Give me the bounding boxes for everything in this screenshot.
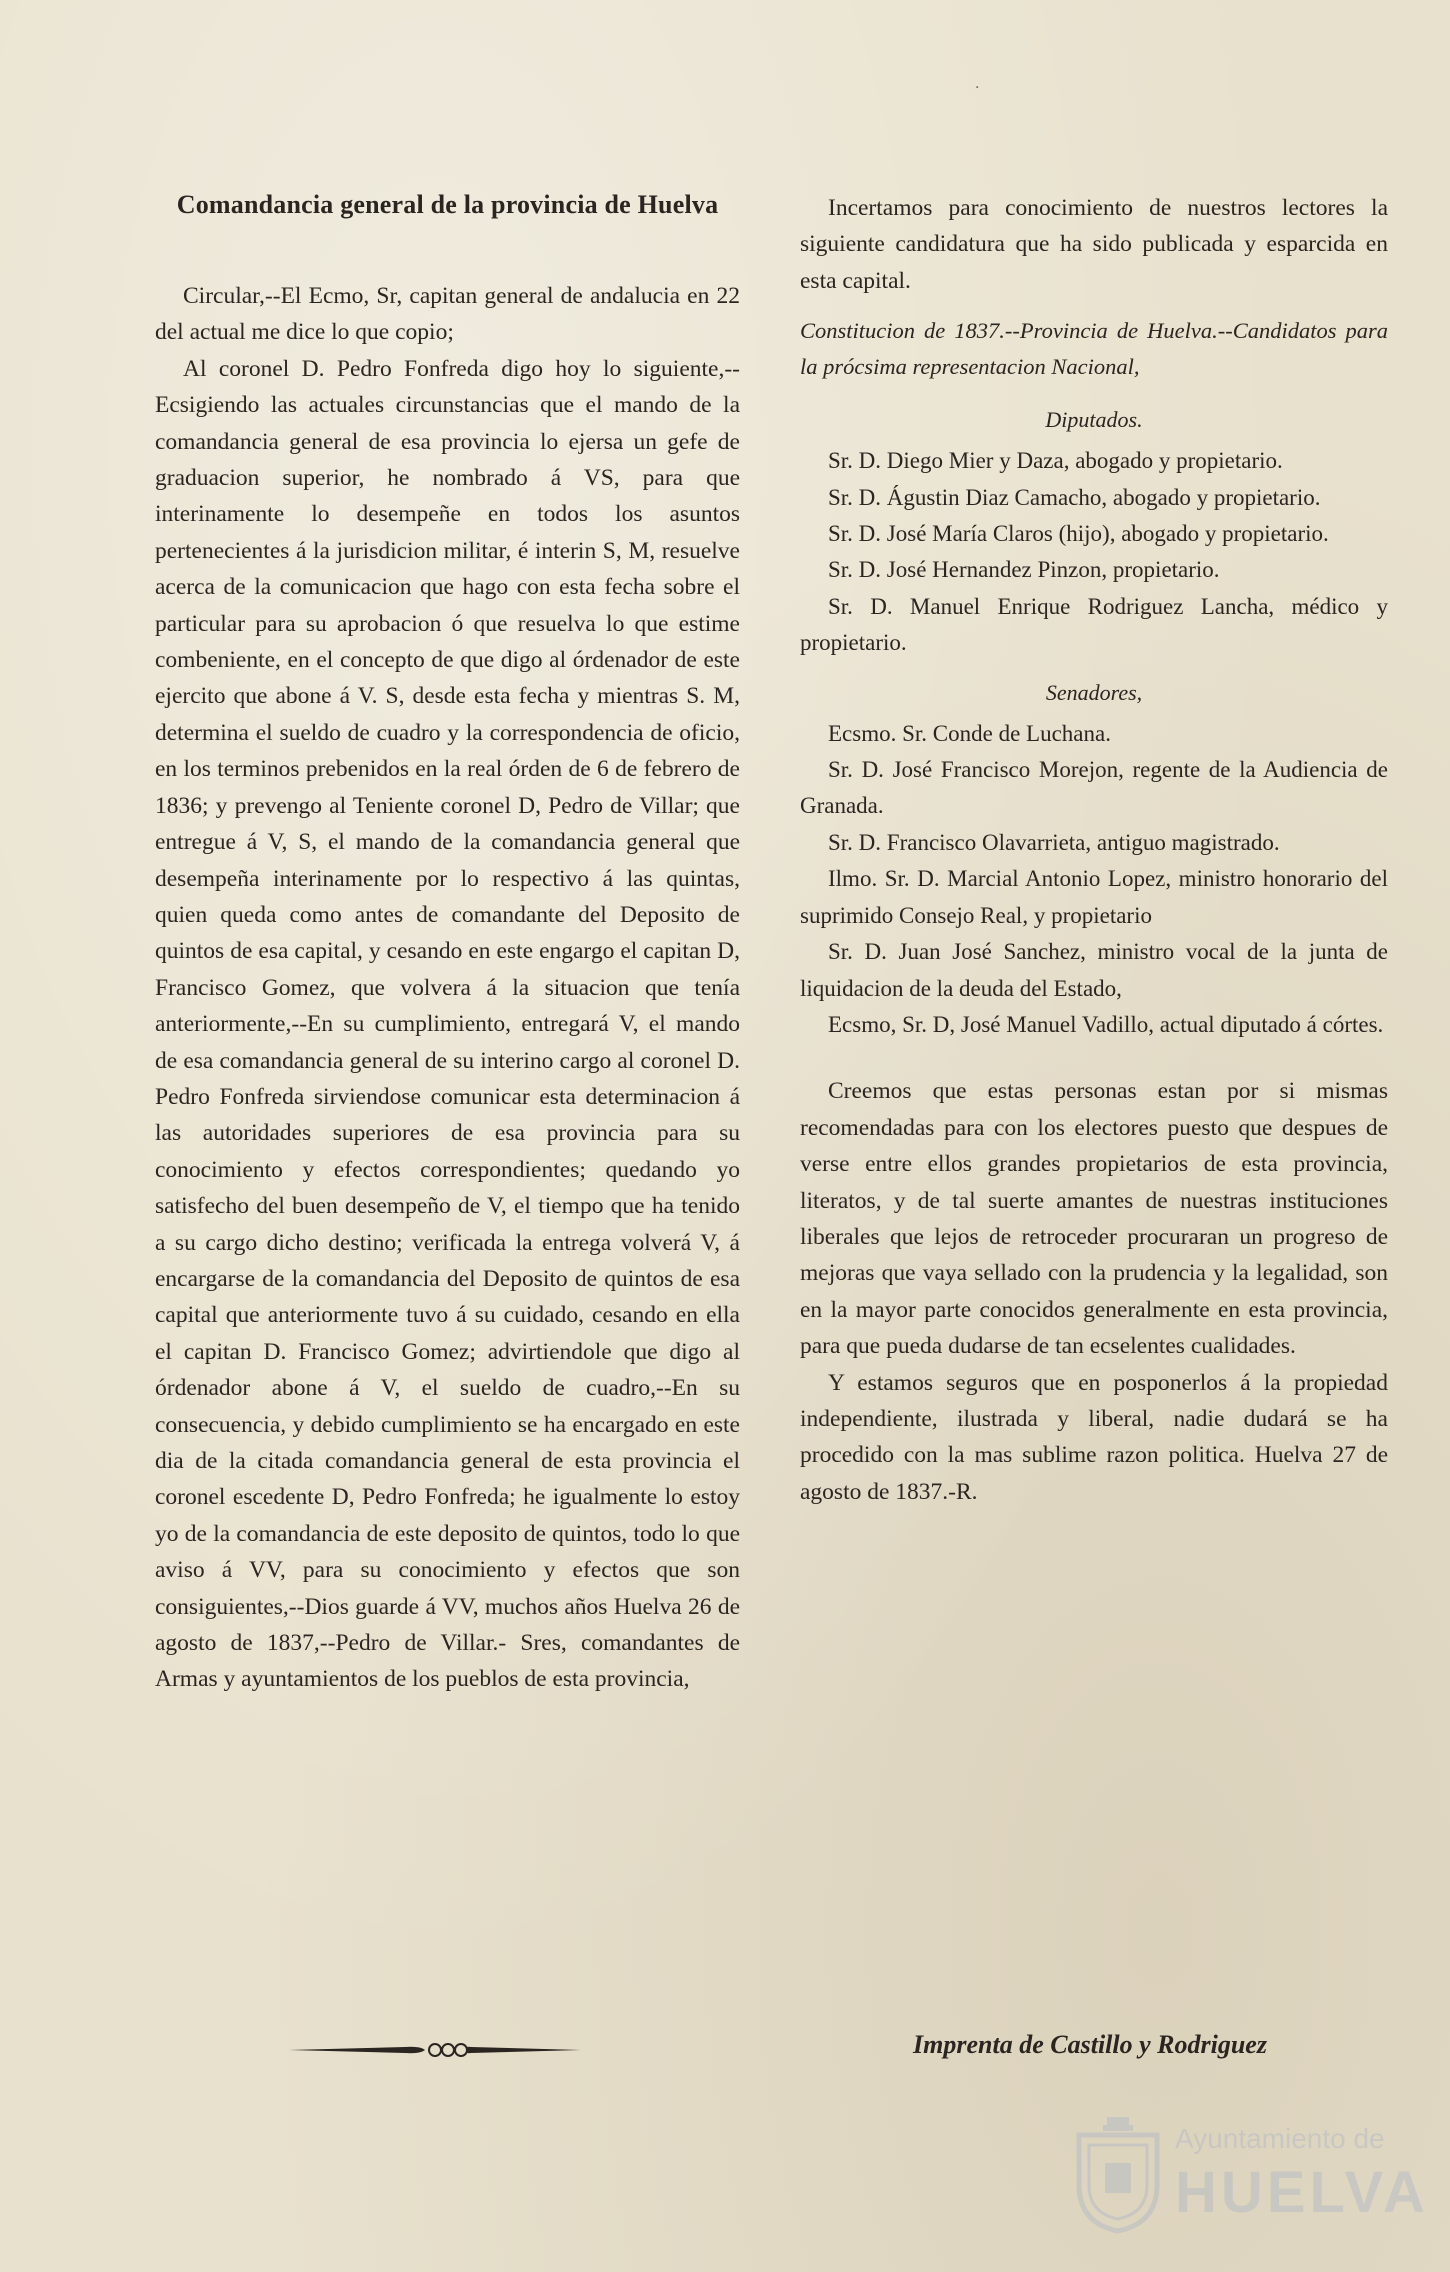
- list-item: Sr. D. José María Claros (hijo), abogado y propietario.: [828, 521, 1329, 547]
- list-item: Ecsmo, Sr. D, José Manuel Vadillo, actual diputado á córtes.: [828, 1011, 1384, 1037]
- diputados-list: [800, 443, 1388, 661]
- senadores-label: Senadores,: [1045, 679, 1143, 705]
- city-shield-icon: [1073, 2115, 1163, 2235]
- list-item: Sr. D. José Hernandez Pinzon, propietario.: [828, 557, 1220, 583]
- list-item: Sr. D. Diego Mier y Daza, abogado y propietario.: [828, 448, 1283, 474]
- diputados-label: Diputados.: [1045, 407, 1143, 433]
- list-item: Sr. D. Juan José Sanchez, ministro vocal de la junta de liquidacion de la deuda del Estado,: [800, 939, 1388, 1001]
- left-heading: Comandancia general de la provincia de Huelva: [176, 190, 719, 219]
- closing-paragraph-2: Y estamos seguros que en posponerlos á la propiedad independiente, ilustrada y liberal, nadie dudará se ha procedido con la mas sublime razon politica. Huelva 27 de agosto de 1837.-R.: [800, 1369, 1388, 1505]
- ayuntamiento-watermark: [1065, 2115, 1429, 2245]
- left-column: [155, 190, 740, 1698]
- list-item: Sr. D. Águstin Diaz Camacho, abogado y propietario.: [828, 484, 1321, 510]
- list-item: Ecsmo. Sr. Conde de Luchana.: [828, 720, 1111, 746]
- closing-paragraph-1: Creemos que estas personas estan por si mismas recomendadas para con los electores puesto que despues de verse entre ellos grandes propietarios de esta provincia, literatos, y de tal suerte amantes de nuestras instituciones liberales que lejos de retroceder procuraran un progreso de mejoras que vaya sellado con la prudencia y la legalidad, son en la mayor parte conocidos generalmente en esta provincia, para que pueda dudarse de tan ecselentes cualidades.: [800, 1078, 1388, 1360]
- right-column: [800, 190, 1388, 1510]
- ornament-divider-icon: [285, 2038, 585, 2062]
- list-item: Sr. D. Francisco Olavarrieta, antiguo magistrado.: [828, 829, 1280, 855]
- list-item: Sr. D. Manuel Enrique Rodriguez Lancha, médico y propietario.: [800, 593, 1388, 656]
- printer-imprint: Imprenta de Castillo y Rodriguez: [913, 2030, 1267, 2059]
- page-mark: ·: [975, 80, 980, 96]
- list-item: Sr. D. José Francisco Morejon, regente de la Audiencia de Granada.: [800, 757, 1388, 819]
- senadores-list: [800, 716, 1388, 1044]
- watermark-line1: Ayuntamiento de: [1175, 2123, 1385, 2154]
- circular-body: Al coronel D. Pedro Fonfreda digo hoy lo siguiente,--Ecsigiendo las actuales circunstancias que el mando de la comandancia general de esa provincia lo ejersa un gefe de graduacion superior, he nombrado á VS, para que interinamente lo desempeñe en todos los asuntos pertenecientes á la jurisdicion militar, é interin S, M, resuelve acerca de la comunicacion que hago con esta fecha sobre el particular para su aprobacion ó que resuelva lo que estime combeniente, en el concepto de que digo al órdenador de este ejercito que abone á V. S, desde esta fecha y mientras S. M, determina el sueldo de cuadro y la correspondencia de oficio, en los terminos prebenidos en la real órden de 6 de febrero de 1836; y prevengo al Teniente coronel D, Pedro de Villar; que entregue á V, S, el mando de la comandancia general que desempeña interinamente por lo respectivo á las quintas, quien queda como antes de comandante del Deposito de quintos de esa capital, y cesando en este engargo el capitan D, Francisco Gomez, que volvera á la situacion que tenía anteriormente,--En su cumplimiento, entregará V, el mando de esa comandancia general de su interino cargo al coronel D. Pedro Fonfreda sirviendose comunicar esta determinacion á las autoridades superiores de esa provincia para su conocimiento y efectos correspondientes; quedando yo satisfecho del buen desempeño de V, el tiempo que ha tenido a su cargo dicho destino; verificada la entrega volverá V, á encargarse de la comandancia del Deposito de quintos de esa capital que anteriormente tuvo á su cuidado, cesando en ella el capitan D. Francisco Gomez; advirtiendole que digo al órdenador abone á V, el sueldo de cuadro,--En su consecuencia, y debido cumplimiento se ha encargado en este dia de la citada comandancia general de esta provincia el coronel escedente D, Pedro Fonfreda; he igualmente lo estoy yo de la comandancia de este deposito de quintos, todo lo que aviso á VV, para su conocimiento y efectos que son consiguientes,--Dios guarde á VV, muchos años Huelva 26 de agosto de 1837,--Pedro de Villar.- Sres, comandantes de Armas y ayuntamientos de los pueblos de esta provincia,: [155, 355, 740, 1693]
- candidatura-title: Constitucion de 1837.--Provincia de Huelva.--Candidatos para la prócsima representacion Nacional,: [800, 318, 1388, 380]
- candidatura-intro: Incertamos para conocimiento de nuestros lectores la siguiente candidatura que ha sido publicada y esparcida en esta capital.: [800, 195, 1388, 294]
- circular-intro: Circular,--El Ecmo, Sr, capitan general de andalucia en 22 del actual me dice lo que copio;: [155, 283, 740, 346]
- list-item: Ilmo. Sr. D. Marcial Antonio Lopez, ministro honorario del suprimido Consejo Real, y propietario: [800, 866, 1388, 928]
- watermark-line2: HUELVA: [1175, 2160, 1429, 2225]
